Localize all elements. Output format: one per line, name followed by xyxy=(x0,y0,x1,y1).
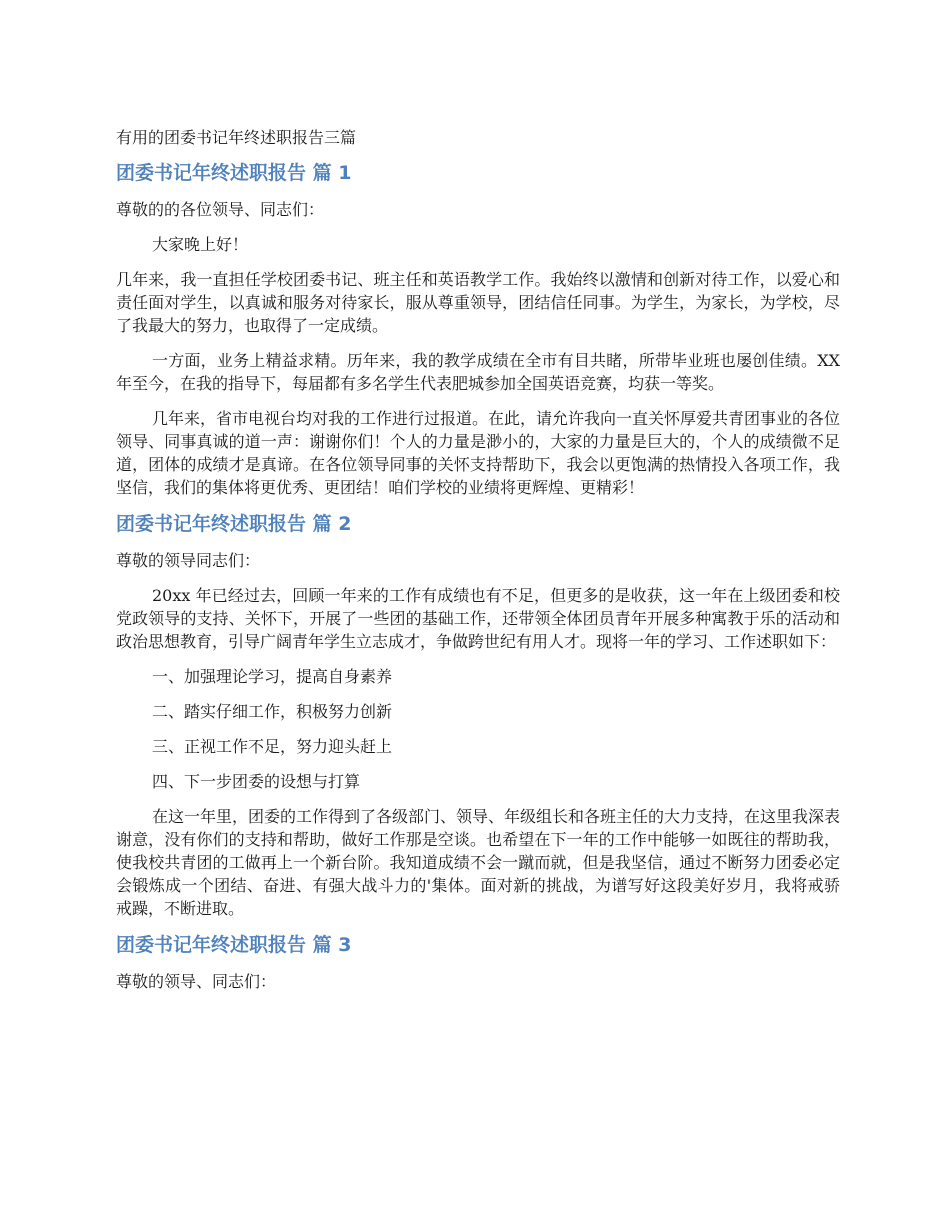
paragraph: 四、下一步团委的设想与打算 xyxy=(152,772,361,791)
document-body xyxy=(116,160,840,993)
report-section xyxy=(116,160,840,499)
paragraph: 几年来，我一直担任学校团委书记、班主任和英语教学工作。我始终以激情和创新对待工作，以爱心和责任面对学生，以真诚和服务对待家长，服从尊重领导，团结信任同事。为学生，为家长，为学校，尽了我最大的努力，也取得了一定成绩。 xyxy=(116,270,840,335)
paragraph: 尊敬的领导、同志们： xyxy=(116,972,277,991)
paragraph: 尊敬的的各位领导、同志们： xyxy=(116,200,325,219)
paragraph: 一方面，业务上精益求精。历年来，我的教学成绩在全市有目共睹，所带毕业班也屡创佳绩。XX 年至今，在我的指导下，每届都有多名学生代表肥城参加全国英语竞赛，均获一等奖。 xyxy=(116,351,840,393)
paragraph: 尊敬的领导同志们： xyxy=(116,551,261,570)
report-section xyxy=(116,511,840,920)
paragraph: 大家晚上好！ xyxy=(152,235,249,254)
document-page xyxy=(116,126,840,1005)
paragraph: 二、踏实仔细工作，积极努力创新 xyxy=(152,702,393,721)
paragraph: 三、正视工作不足，努力迎头赶上 xyxy=(152,737,393,756)
section-heading: 团委书记年终述职报告 篇 2 xyxy=(116,513,352,535)
paragraph: 20xx 年已经过去，回顾一年来的工作有成绩也有不足，但更多的是收获，这一年在上级团委和校党政领导的支持、关怀下，开展了一些团的基础工作，还带领全体团员青年开展多种寓教于乐的活动和政治思想教育，引导广阔青年学生立志成才，争做跨世纪有用人才。现将一年的学习、工作述职如下： xyxy=(116,586,840,651)
document-title: 有用的团委书记年终述职报告三篇 xyxy=(116,128,357,147)
section-heading: 团委书记年终述职报告 篇 3 xyxy=(116,934,352,956)
paragraph: 几年来，省市电视台均对我的工作进行过报道。在此，请允许我向一直关怀厚爱共青团事业的各位领导、同事真诚的道一声：谢谢你们！个人的力量是渺小的，大家的力量是巨大的，个人的成绩微不足道，团体的成绩才是真谛。在各位领导同事的关怀支持帮助下，我会以更饱满的热情投入各项工作，我坚信，我们的集体将更优秀、更团结！咱们学校的业绩将更辉煌、更精彩！ xyxy=(116,409,841,497)
paragraph: 一、加强理论学习，提高自身素养 xyxy=(152,667,393,686)
paragraph: 在这一年里，团委的工作得到了各级部门、领导、年级组长和各班主任的大力支持，在这里我深表谢意，没有你们的支持和帮助，做好工作那是空谈。也希望在下一年的工作中能够一如既往的帮助我，使我校共青团的工做再上一个新台阶。我知道成绩不会一蹴而就，但是我坚信，通过不断努力团委必定会锻炼成一个团结、奋进、有强大战斗力的'集体。面对新的挑战，为谱写好这段美好岁月，我将戒骄戒躁，不断进取。 xyxy=(116,807,841,918)
section-heading: 团委书记年终述职报告 篇 1 xyxy=(116,162,352,184)
report-section xyxy=(116,932,840,993)
